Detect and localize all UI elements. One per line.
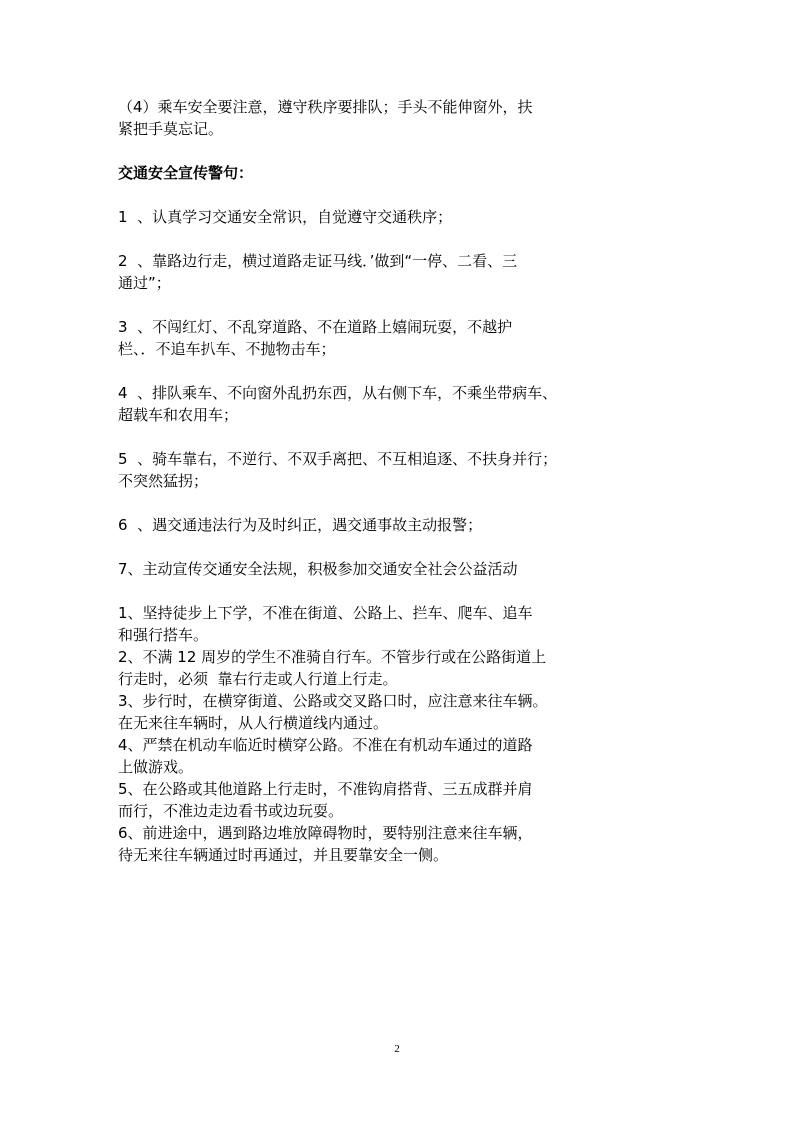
- rule-line: 而行，不准边走边看书或边玩耍。: [118, 802, 344, 820]
- slogan-line: 超载车和农用车；: [118, 406, 239, 424]
- slogan-line: 不突然猛拐；: [118, 472, 209, 490]
- spacer: [118, 228, 683, 250]
- rule-line: 在无来往车辆时，从人行横道线内通过。: [118, 714, 389, 732]
- slogan-item: [118, 514, 683, 536]
- rule-line: 3、步行时，在横穿街道、公路或交叉路口时，应注意来往车辆。: [118, 692, 548, 710]
- slogan-item: [118, 558, 683, 580]
- intro-line-1: （4）乘车安全要注意，遵守秩序要排队；手头不能伸窗外，扶: [118, 98, 533, 116]
- intro-paragraph: [118, 96, 683, 140]
- slogan-line: 2 、靠路边行走，横过道路走证马线．’做到“一停、二看、三: [118, 252, 518, 270]
- rule-item: [118, 778, 683, 822]
- slogan-line: 7、主动宣传交通安全法规，积极参加交通安全社会公益活动: [118, 560, 518, 578]
- rule-item: [118, 646, 683, 690]
- slogan-item: [118, 206, 683, 228]
- rule-line: 6、前进途中，遇到路边堆放障碍物时，要特别注意来往车辆，: [118, 824, 533, 842]
- intro-line-2: 紧把手莫忘记。: [118, 120, 224, 138]
- spacer: [118, 492, 683, 514]
- rule-line: 待无来往车辆通过时再通过，并且要靠安全一侧。: [118, 846, 449, 864]
- section-heading: 交通安全宣传警句：: [118, 164, 254, 182]
- rule-line: 2、不满 12 周岁的学生不准骑自行车。不管步行或在公路街道上: [118, 648, 547, 666]
- rule-line: 上做游戏。: [118, 758, 194, 776]
- slogan-line: 通过”；: [118, 274, 171, 292]
- spacer: [118, 536, 683, 558]
- rule-line: 行走时，必须 靠右行走或人行道上行走。: [118, 670, 398, 688]
- rule-item: [118, 602, 683, 646]
- rules-list: [118, 602, 683, 866]
- spacer: [118, 140, 683, 162]
- slogan-line: 5 、骑车靠右，不逆行、不双手离把、不互相追逐、不扶身并行；: [118, 450, 558, 468]
- rule-line: 和强行搭车。: [118, 626, 209, 644]
- slogan-item: [118, 448, 683, 492]
- page-content: [118, 96, 683, 866]
- rule-line: 1、坚持徒步上下学，不准在街道、公路上、拦车、爬车、追车: [118, 604, 533, 622]
- rule-item: [118, 734, 683, 778]
- spacer: [118, 184, 683, 206]
- page-number: 2: [394, 1043, 400, 1055]
- slogan-line: 1 、认真学习交通安全常识，自觉遵守交通秩序；: [118, 208, 453, 226]
- slogan-line: 6 、遇交通违法行为及时纠正，遇交通事故主动报警；: [118, 516, 483, 534]
- spacer: [118, 580, 683, 602]
- spacer: [118, 294, 683, 316]
- slogan-line: 4 、排队乘车、不向窗外乱扔东西，从右侧下车，不乘坐带病车、: [118, 384, 558, 402]
- slogan-item: [118, 250, 683, 294]
- rule-item: [118, 822, 683, 866]
- spacer: [118, 360, 683, 382]
- slogan-item: [118, 382, 683, 426]
- slogan-line: 3 、不闯红灯、不乱穿道路、不在道路上嬉闹玩耍，不越护: [118, 318, 513, 336]
- rule-line: 5、在公路或其他道路上行走时，不准钩肩搭背、三五成群并肩: [118, 780, 533, 798]
- spacer: [118, 426, 683, 448]
- slogan-line: 栏、．不追车扒车、不抛物击车；: [118, 340, 336, 358]
- rule-line: 4、严禁在机动车临近时横穿公路。不准在有机动车通过的道路: [118, 736, 533, 754]
- rule-item: [118, 690, 683, 734]
- slogan-item: [118, 316, 683, 360]
